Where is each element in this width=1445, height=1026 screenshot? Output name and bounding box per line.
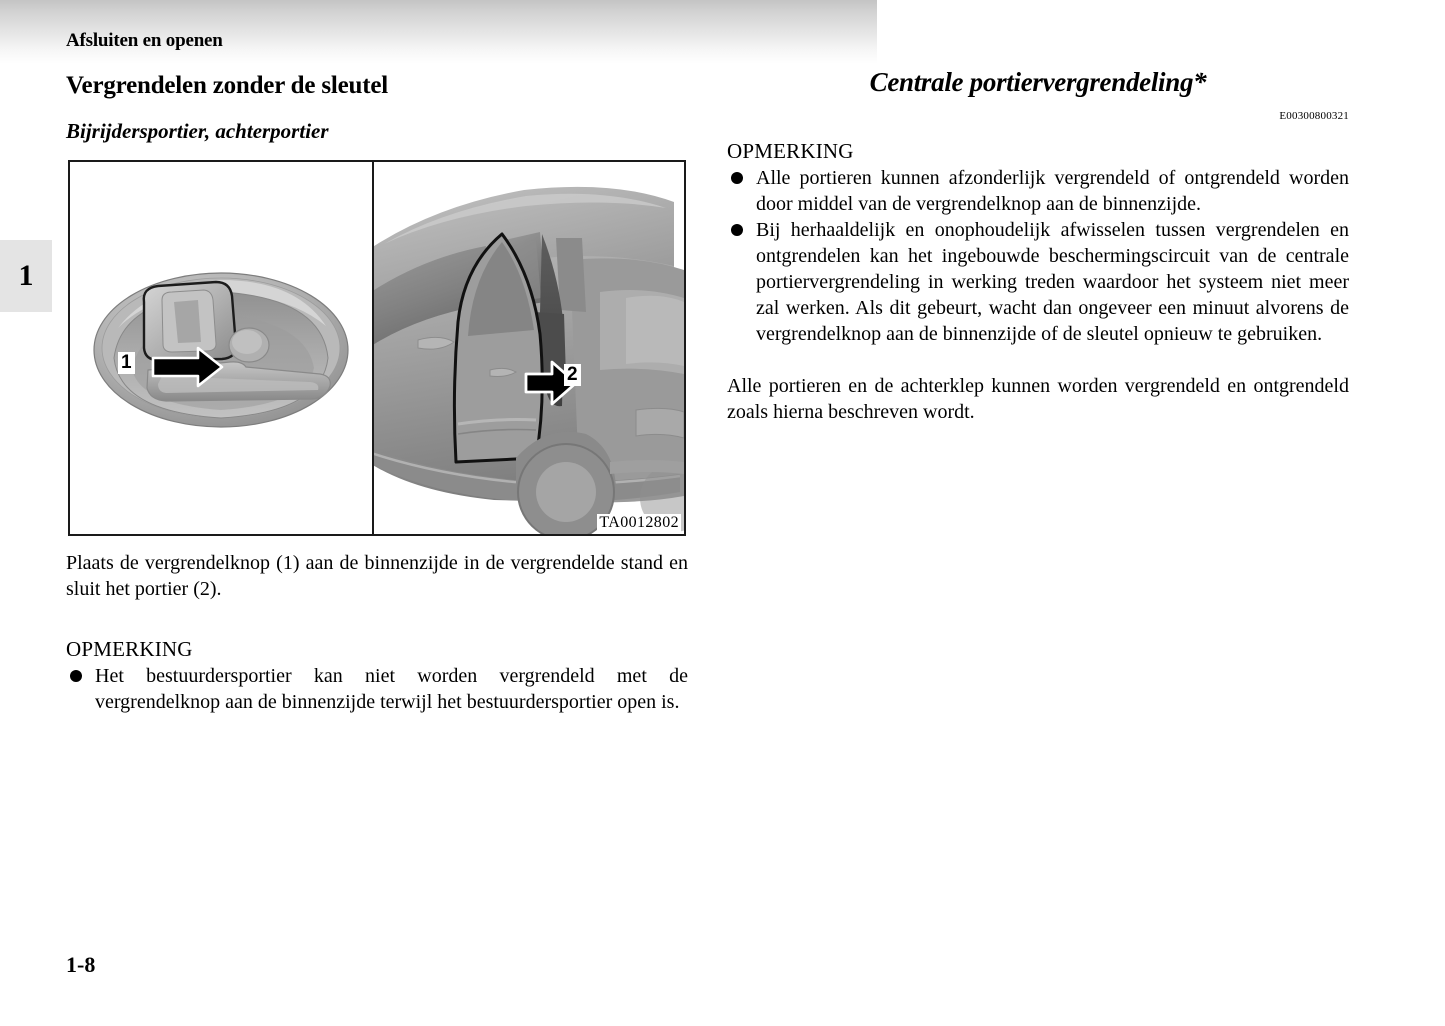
figure-frame xyxy=(68,160,686,536)
page-number: 1-8 xyxy=(66,952,96,977)
left-note-text: Het bestuurdersportier kan niet worden vergrendeld met de vergrendelknop aan de binnenzijde terwijl het bestuurdersportier open is. xyxy=(95,665,688,713)
right-section-title: Centrale portiervergrendeling* xyxy=(869,67,1207,97)
list-item xyxy=(66,663,688,715)
left-note-list xyxy=(66,663,688,715)
bullet-icon xyxy=(70,670,82,682)
figure-callout-1: 1 xyxy=(118,352,135,374)
right-closing-paragraph: Alle portieren en de achterklep kunnen worden vergrendeld en ontgrendeld zoals hierna beschreven wordt. xyxy=(727,374,1349,423)
bullet-icon xyxy=(731,224,743,236)
chapter-tab-number: 1 xyxy=(18,259,34,292)
left-column-body xyxy=(66,550,688,715)
right-note-list xyxy=(727,165,1349,347)
door-handle-drawing xyxy=(70,162,372,534)
right-reference-code: E00300800321 xyxy=(1279,109,1349,122)
left-column xyxy=(66,72,688,143)
figure-code: TA0012802 xyxy=(599,514,679,531)
right-note-text-1: Alle portieren kunnen afzonderlijk vergrendeld of ontgrendeld worden door middel van de vergrendelknop aan de binnenzijde. xyxy=(756,166,1349,215)
right-note-text-2: Bij herhaaldelijk en onophoudelijk afwisselen tussen vergrendelen en ontgrendelen kan het ingebouwde beschermingscircuit van de centrale portiervergrendeling in werking treden waardoor het systeem niet meer zal werken. Als dit gebeurt, wacht dan ongeveer een minuut alvorens de vergrendelknop aan de binnenzijde of de sleutel opnieuw te gebruiken. xyxy=(756,218,1349,345)
chapter-tab xyxy=(0,240,52,312)
list-item xyxy=(727,165,1349,217)
left-instruction-paragraph: Plaats de vergrendelknop (1) aan de binnenzijde in de vergrendelde stand en sluit het portier (2). xyxy=(66,552,688,600)
running-header-text: Afsluiten en openen xyxy=(66,30,223,51)
left-section-title: Vergrendelen zonder de sleutel xyxy=(66,72,388,99)
vehicle-drawing xyxy=(374,162,684,534)
left-note-heading: OPMERKING xyxy=(66,637,193,661)
right-column xyxy=(727,68,1349,425)
right-note-heading: OPMERKING xyxy=(727,138,854,163)
left-sub-title: Bijrijdersportier, achterportier xyxy=(66,118,329,143)
list-item xyxy=(727,217,1349,347)
inner-door-handle-illustration xyxy=(70,162,372,534)
figure-callout-2: 2 xyxy=(564,364,581,386)
vehicle-rear-door-illustration xyxy=(374,162,684,534)
bullet-icon xyxy=(731,172,743,184)
